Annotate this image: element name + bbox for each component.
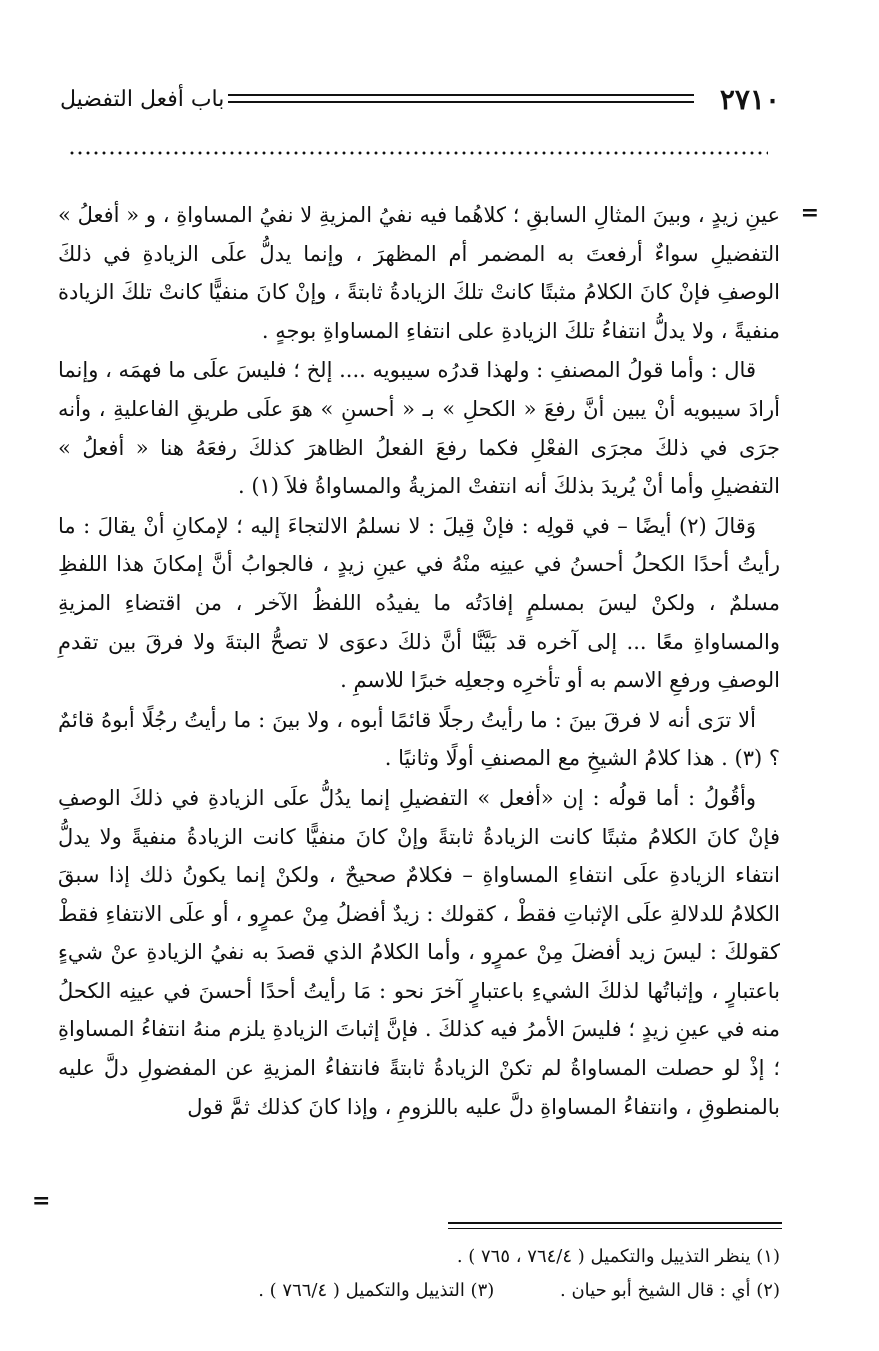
page-number: ٢٧١٠ [719,83,780,116]
dotted-separator [68,150,768,156]
footnote-1: (١) ينظر التذييل والتكميل ( ٧٦٤/٤ ، ٧٦٥ ) . [456,1246,780,1267]
continuation-mark-top: = [800,200,819,226]
footnote-rule [448,1222,782,1229]
paragraph: وأقُولُ : أما قولُه : إن «أفعل » التفضيلِ إنما يدُلُّ علَى الزيادةِ في ذلكَ الوصفِ فإنْ كانَ الكلامُ مثبتًا كانت الزيادةُ ثابتةً وإنْ كانَ منفيًّا كانت الزيادةُ منفيةً ولا يدلُّ انتفاء الزيادةِ علَى انتفاءِ المساواةِ – فكلامٌ صحيحٌ ، ولكنْ إنما يكونُ ذلك إذا سبقَ الكلامُ للدلالةِ علَى الإثباتِ فقطْ ، كقولك : زيدٌ أفضلُ مِنْ عمرٍو ، أو علَى الانتفاءِ فقطْ كقولكَ : ليسَ زيد أفضلَ مِنْ عمرٍو ، وأما الكلامُ الذي قصدَ به نفيُ الزيادةِ عنْ شيءٍ باعتبارٍ ، وإثباتُها لذلكَ الشيءِ باعتبارٍ آخرَ نحو : مَا رأيتُ أحدًا أحسنَ في عينِه الكحلُ منه في عينِ زيدٍ ؛ فليسَ الأمرُ فيه كذلكَ . فإنَّ إثباتَ الزيادةِ يلزم منهُ انتفاءُ المساواةِ ؛ إذْ لو حصلت المساواةُ لم تكنْ الزيادةُ ثابتةً فانتفاءُ المزيةِ عن المفضولِ دلَّ عليه بالمنطوقِ ، وانتفاءُ المساواةِ دلَّ عليه باللزومِ ، وإذا كانَ كذلك ثمَّ قول [58,785,780,1119]
paragraph: عينِ زيدٍ ، وبينَ المثالِ السابقِ ؛ كلاهُما فيه نفيُ المزيةِ لا نفيُ المساواةِ ، و « أفعلُ » التفضيلِ سواءٌ أرفعتَ به المضمر أم المظهرَ ، وإنما يدلُّ علَى الزيادةِ في ذلكَ الوصفِ فإنْ كانَ الكلامُ مثبتًا كانتْ تلكَ الزيادةُ ثابتةً ، وإنْ كانَ منفيًّا كانتْ تلكَ الزيادة منفيةً ، ولا يدلُّ انتفاءُ تلكَ الزيادةِ على انتفاءِ المساواةِ بوجهٍ . [58,203,780,343]
continuation-mark-bottom: = [32,1188,51,1214]
paragraph: وَقالَ (٢) أيضًا – في قولِه : فإنْ قِيلَ : لا نسلمُ الالتجاءَ إليه ؛ لإمكانِ أنْ يقالَ : ما رأيتُ أحدًا الكحلُ أحسنُ في عينِه منْهُ في عينِ زيدٍ ، فالجوابُ أنَّ إمكانَ هذا اللفظِ مسلمٌ ، ولكنْ ليسَ بمسلمٍ إفادَتُه ما يفيدُه اللفظُ الآخر ، من اقتضاءِ المزيةِ والمساواةِ معًا ... إلى آخره قد بَيَّنَّا أنَّ ذلكَ دعوَى لا تصحُّ البتةَ ولا فرقَ بين تقدمِ الوصفِ ورفعِ الاسم به أو تأخرِه وجعلِه خبرًا للاسمِ . [58,513,780,693]
paragraph: قال : وأما قولُ المصنفِ : ولهذا قدرُه سيبويه .... إلخ ؛ فليسَ علَى ما فهمَه ، وإنما أرادَ سيبويه أنْ يبين أنَّ رفعَ « الكحلِ » بـ « أحسنِ » هوَ علَى طريقِ الفاعليةِ ، وأنه جرَى في ذلكَ مجرَى الفعْلِ فكما رفعَ الفعلُ الظاهرَ كذلكَ رفعَهُ هنا « أفعلُ » التفضيلِ وأما أنْ يُريدَ بذلكَ أنه انتفتْ المزيةُ والمساواةُ فلاَ (١) . [58,358,780,499]
footnote-3: (٣) التذييل والتكميل ( ٧٦٦/٤ ) . [258,1280,495,1301]
footnotes [60,1240,780,1308]
page-header [60,82,780,122]
header-double-rule [228,94,694,103]
running-title: باب أفعل التفضيل [60,87,225,112]
footnote-2: (٢) أي : قال الشيخ أبو حيان . [560,1280,780,1301]
paragraph: ألا ترَى أنه لا فرقَ بينَ : ما رأيتُ رجلًا قائمًا أبوه ، ولا بينَ : ما رأيتُ رجُلًا أبوهُ قائمٌ ؟ (٣) . هذا كلامُ الشيخِ مع المصنفِ أولًا وثانيًا . [58,707,780,771]
footnote-row [60,1274,780,1308]
main-text [58,196,780,1126]
